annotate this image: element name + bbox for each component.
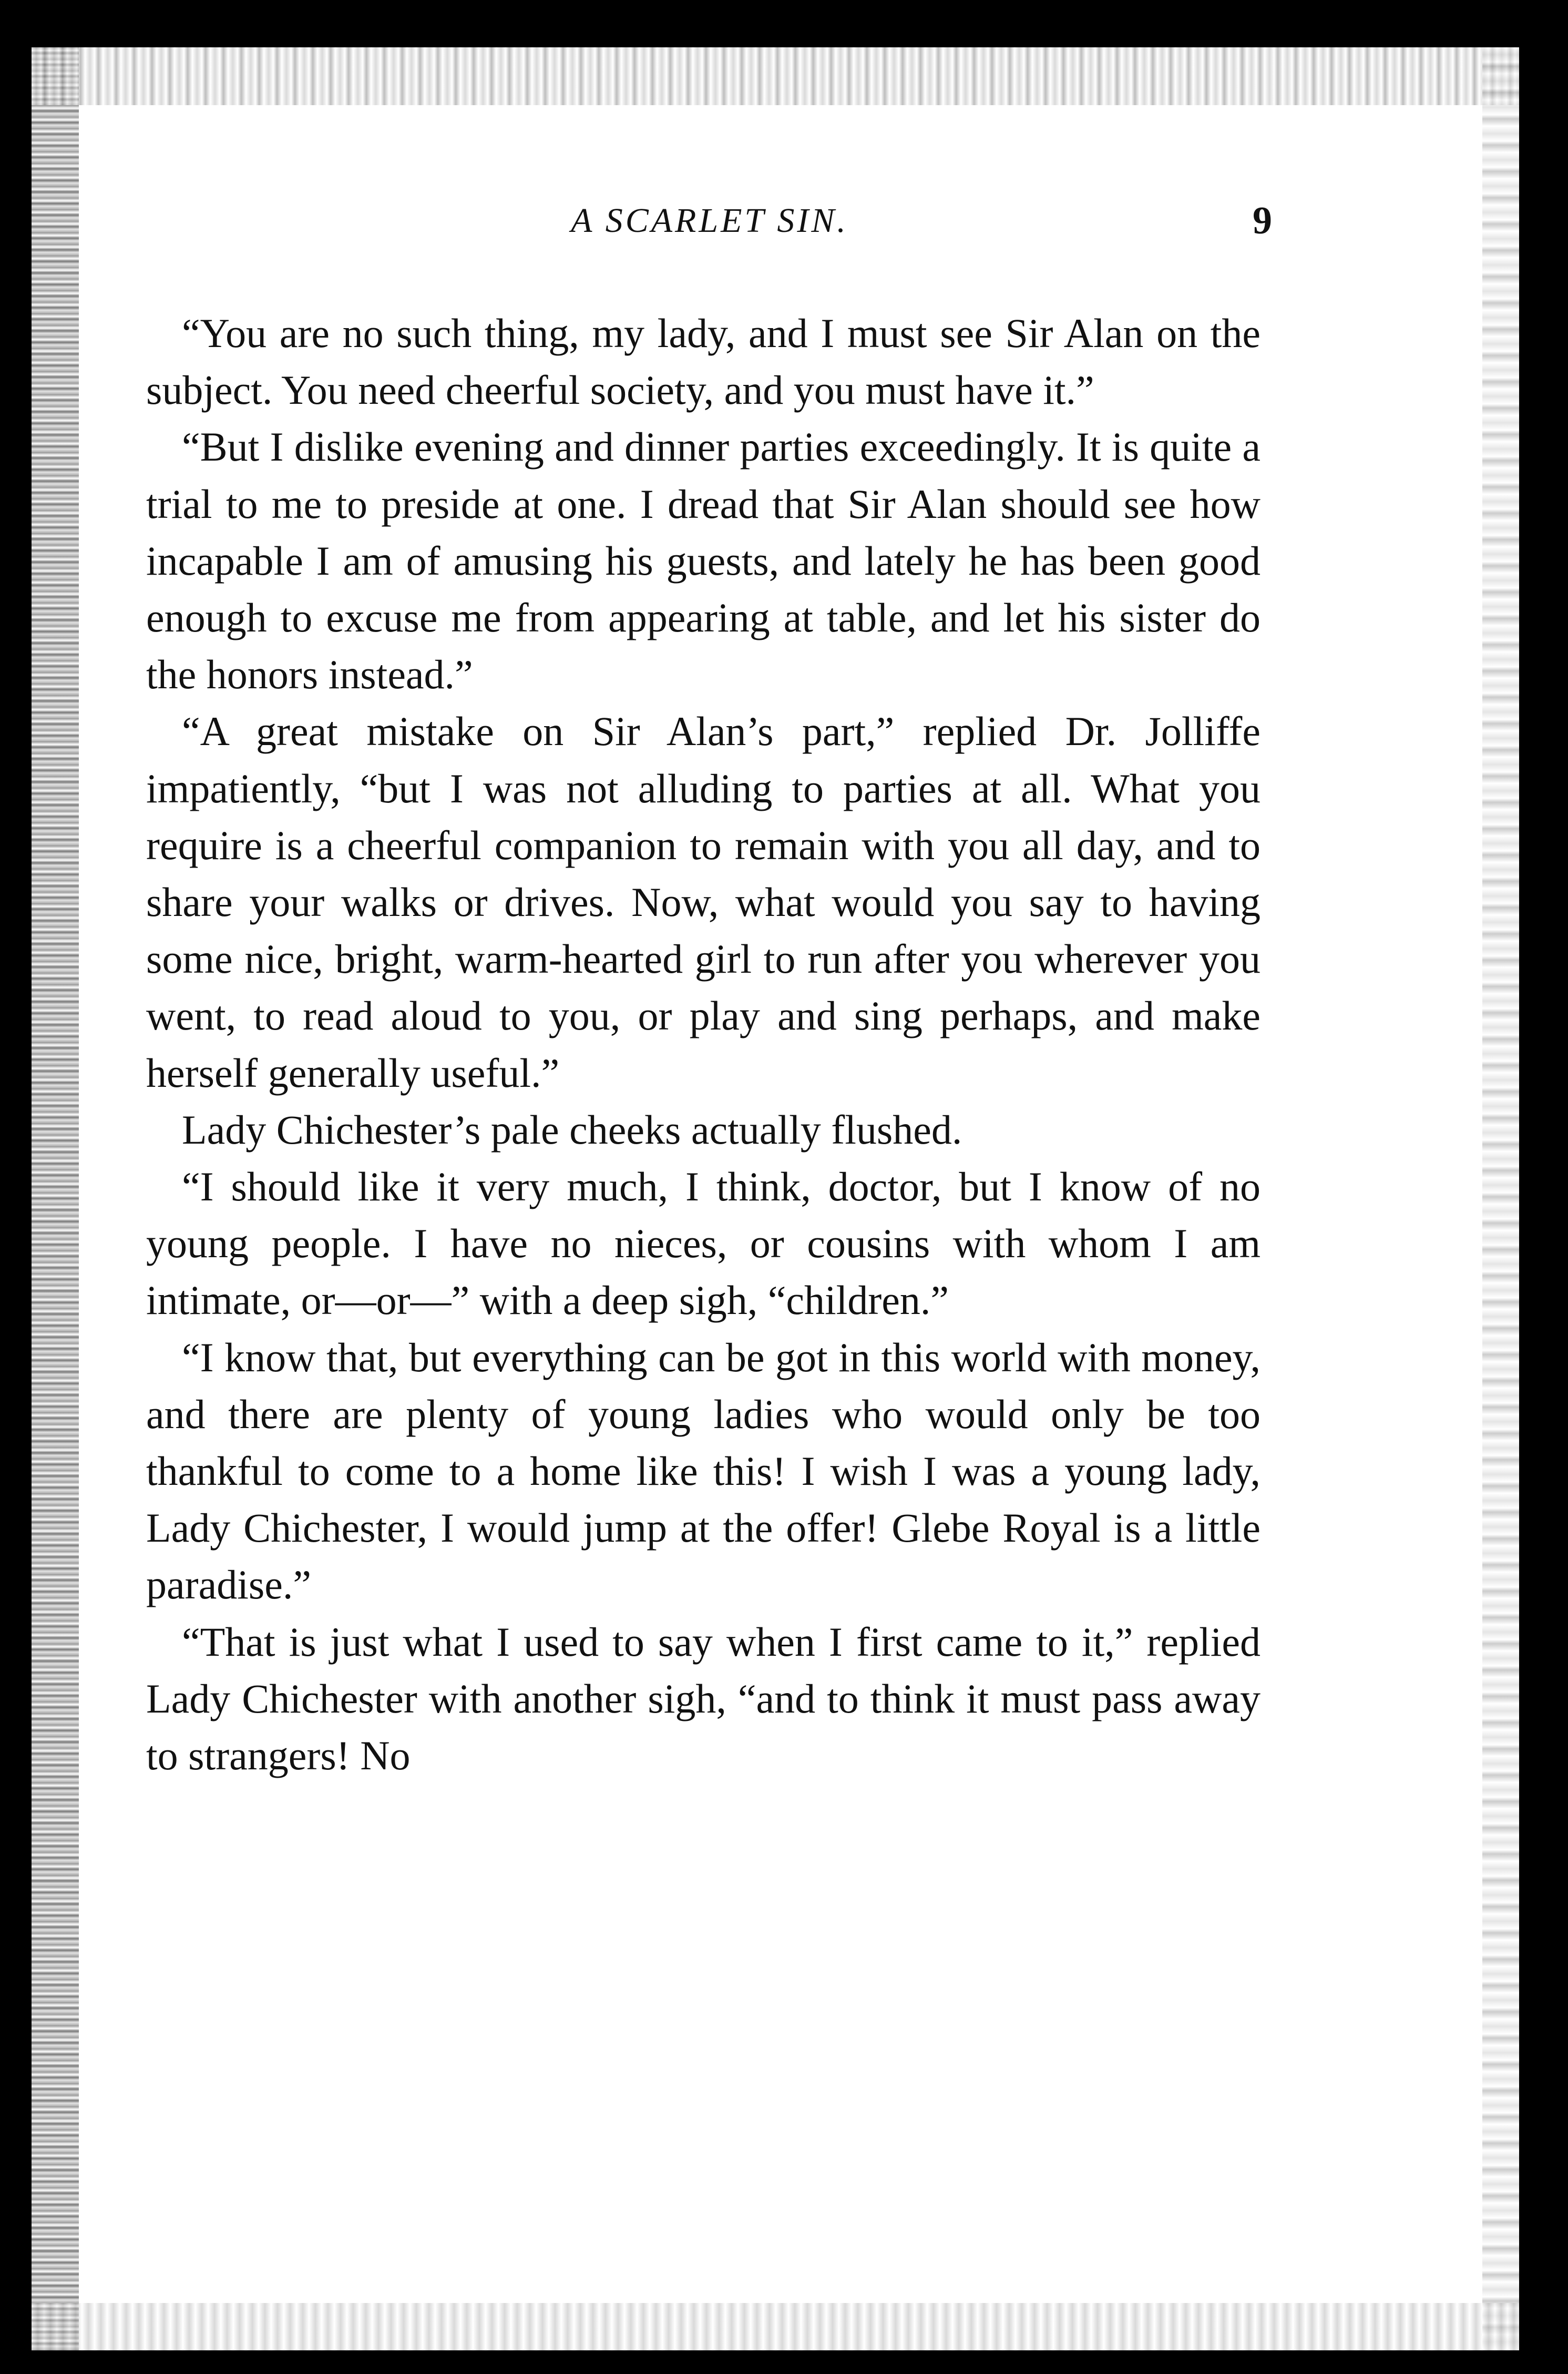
scan-edge-bottom — [32, 2303, 1519, 2350]
paragraph: Lady Chichester’s pale cheeks actually flushed. — [182, 1106, 962, 1153]
paragraph: “I should like it very much, I think, doctor, but I know of no young people. I have no nieces, or cousins with whom I am intimate, or—or—” with a deep sigh, “children.” — [146, 1164, 1260, 1323]
paragraph: “But I dislike evening and dinner parties exceedingly. It is quite a trial to me to preside at one. I dread that Sir Alan should see how incapable I am of amusing his guests, and lately he has been good enough to excuse me from appearing at table, and let his sister do the honors instead.” — [146, 424, 1260, 698]
running-title: A SCARLET SIN. — [571, 201, 848, 240]
scan-edge-left — [32, 47, 79, 2350]
book-page — [32, 47, 1519, 2350]
paragraph: “I know that, but everything can be got in this world with money, and there are plenty of young ladies who would only be too thankful to come to a home like this! I wish I was a young lady, Lady Chichester, I would jump at the offer! Glebe Royal is a little paradise.” — [146, 1334, 1260, 1608]
page-number: 9 — [1253, 199, 1272, 242]
running-head — [147, 184, 1272, 258]
scan-edge-top — [32, 47, 1519, 105]
paragraph: “You are no such thing, my lady, and I must see Sir Alan on the subject. You need cheerful society, and you must have it.” — [146, 310, 1260, 413]
body-text — [146, 305, 1260, 1784]
scan-edge-right — [1482, 47, 1519, 2350]
paragraph: “That is just what I used to say when I first came to it,” replied Lady Chichester with another sigh, “and to think it must pass away to strangers! No — [146, 1618, 1260, 1779]
paragraph: “A great mistake on Sir Alan’s part,” replied Dr. Jolliffe impatiently, “but I was not alluding to parties at all. What you require is a cheerful companion to remain with you all day, and to share your walks or drives. Now, what would you say to having some nice, bright, warm-hearted girl to run after you wherever you went, to read aloud to you, or play and sing perhaps, and make herself generally useful.” — [146, 708, 1260, 1096]
